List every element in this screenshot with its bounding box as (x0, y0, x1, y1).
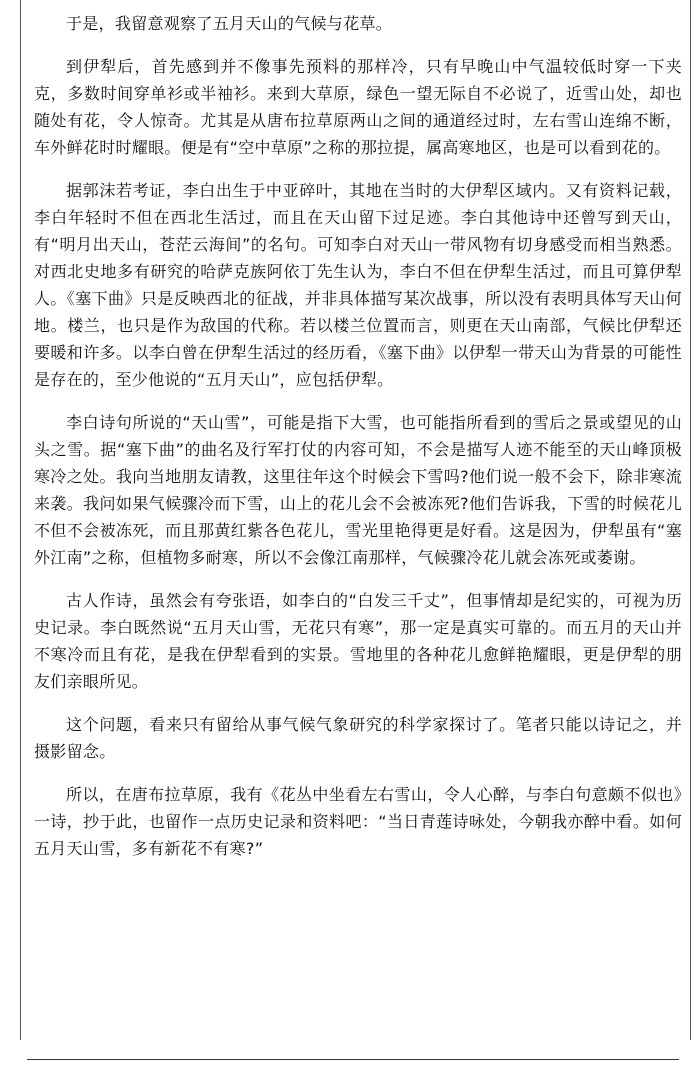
article-body (34, 10, 682, 862)
bottom-divider (27, 1059, 679, 1060)
paragraph-7: 所以，在唐布拉草原，我有《花丛中坐看左右雪山，令人心醉，与李白句意颇不似也》一诗，抄于此，也留作一点历史记录和资料吧：“当日青莲诗咏处，今朝我亦醉中看。如何五月天山雪，多有新花不有寒?” (34, 785, 682, 858)
paragraph-3: 据郭沫若考证，李白出生于中亚碎叶，其地在当时的大伊犁区域内。又有资料记载，李白年轻时不但在西北生活过，而且在天山留下过足迹。李白其他诗中还曾写到天山，有“明月出天山，苍茫云海间”的名句。可知李白对天山一带风物有切身感受而相当熟悉。对西北史地多有研究的哈萨克族阿依丁先生认为，李白不但在伊犁生活过，而且可算伊犁人。《塞下曲》只是反映西北的征战，并非具体描写某次战事，所以没有表明具体写天山何地。楼兰，也只是作为敌国的代称。若以楼兰位置而言，则更在天山南部，气候比伊犁还要暖和许多。以李白曾在伊犁生活过的经历看，《塞下曲》以伊犁一带天山为背景的可能性是存在的，至少他说的“五月天山”，应包括伊犁。 (34, 181, 682, 389)
paragraph-6: 这个问题，看来只有留给从事气候气象研究的科学家探讨了。笔者只能以诗记之，并摄影留念。 (34, 715, 682, 761)
paragraph-1: 于是，我留意观察了五月天山的气候与花草。 (66, 14, 393, 33)
paragraph-5: 古人作诗，虽然会有夸张语，如李白的“白发三千丈”，但事情却是纪实的，可视为历史记录。李白既然说“五月天山雪，无花只有寒”，那一定是真实可靠的。而五月的天山并不寒冷而且有花，是我在伊犁看到的实景。雪地里的各种花儿愈鲜艳耀眼，更是伊犁的朋友们亲眼所见。 (34, 591, 682, 691)
paragraph-4: 李白诗句所说的“天山雪”，可能是指下大雪，也可能指所看到的雪后之景或望见的山头之雪。据“塞下曲”的曲名及行军打仗的内容可知，不会是描写人迹不能至的天山峰顶极寒冷之处。我向当地朋友请教，这里往年这个时候会下雪吗?他们说一般不会下，除非寒流来袭。我问如果气候骤冷而下雪，山上的花儿会不会被冻死?他们告诉我，下雪的时候花儿不但不会被冻死，而且那黄红紫各色花儿，雪光里艳得更是好看。这是因为，伊犁虽有“塞外江南”之称，但植物多耐寒，所以不会像江南那样，气候骤冷花儿就会冻死或萎谢。 (34, 413, 682, 567)
paragraph-2: 到伊犁后，首先感到并不像事先预料的那样冷，只有早晚山中气温较低时穿一下夹克，多数时间穿单衫或半袖衫。来到大草原，绿色一望无际自不必说了，近雪山处，却也随处有花，令人惊奇。尤其是从唐布拉草原两山之间的通道经过时，左右雪山连绵不断，车外鲜花时时耀眼。便是有“空中草原”之称的那拉提，属高寒地区，也是可以看到花的。 (34, 57, 682, 157)
